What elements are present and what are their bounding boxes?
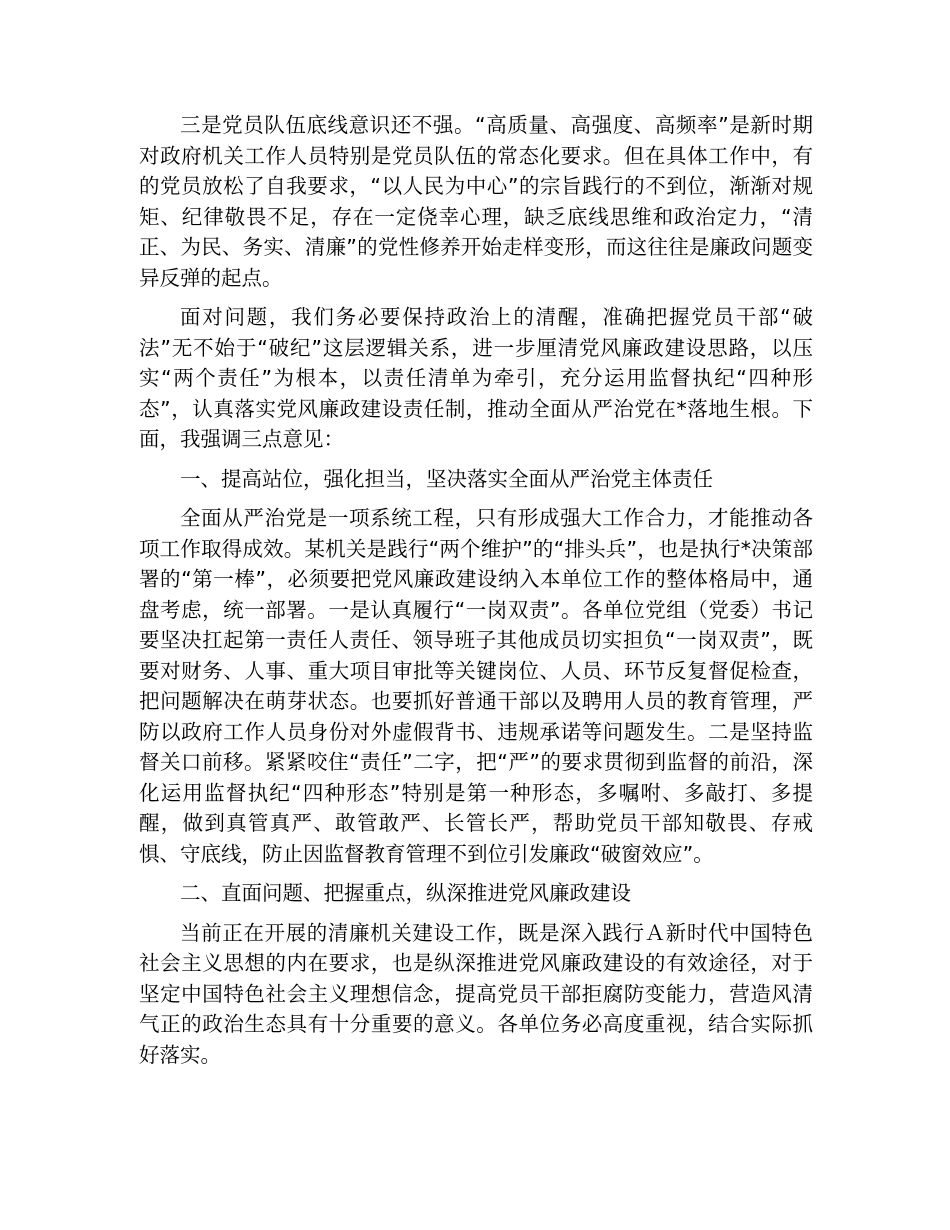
section-heading-1: 一、提高站位，强化担当，坚决落实全面从严治党主体责任 xyxy=(180,466,713,491)
paragraph-facing-problems: 面对问题，我们务必要保持政治上的清醒，准确把握党员干部“破法”无不始于“破纪”这层逻辑关系，进一步厘清党风廉政建设思路，以压实“两个责任”为根本，以责任清单为牵引，充分运用监督执纪“四种形态”，认真落实党风廉政建设责任制，推动全面从严治党在*落地生根。下面，我强调三点意见： xyxy=(139,305,813,451)
document-body xyxy=(139,110,813,1079)
paragraph-strict-governance: 全面从严治党是一项系统工程，只有形成强大工作合力，才能推动各项工作取得成效。某机关是践行“两个维护”的“排头兵”，也是执行*决策部署的“第一棒”，必须要把党风廉政建设纳入本单位工作的整体格局中，通盘考虑，统一部署。一是认真履行“一岗双责”。各单位党组（党委）书记要坚决扛起第一责任人责任、领导班子其他成员切实担负“一岗双责”，既要对财务、人事、重大项目审批等关键岗位、人员、环节反复督促检查，把问题解决在萌芽状态。也要抓好普通干部以及聘用人员的教育管理，严防以政府工作人员身份对外虚假背书、违规承诺等问题发生。二是坚持监督关口前移。紧紧咬住“责任”二字，把“严”的要求贯彻到监督的前沿，深化运用监督执纪“四种形态”特别是第一种形态，多嘱咐、多敲打、多提醒，做到真管真严、敢管敢严、长管长严，帮助党员干部知敬畏、存戒惧、守底线，防止因监督教育管理不到位引发廉政“破窗效应”。 xyxy=(139,506,813,866)
section-heading-2: 二、直面问题、把握重点，纵深推进党风廉政建设 xyxy=(180,881,631,905)
paragraph-clean-agency: 当前正在开展的清廉机关建设工作，既是深入践行Ａ新时代中国特色社会主义思想的内在要求，也是纵深推进党风廉政建设的有效途径，对于坚定中国特色社会主义理想信念，提高党员干部拒腐防变能力，营造风清气正的政治生态具有十分重要的意义。各单位务必高度重视，结合实际抓好落实。 xyxy=(139,920,813,1067)
paragraph-bottom-line-awareness: 三是党员队伍底线意识还不强。“高质量、高强度、高频率”是新时期对政府机关工作人员特别是党员队伍的常态化要求。但在具体工作中，有的党员放松了自我要求，“以人民为中心”的宗旨践行的不到位，渐渐对规矩、纪律敬畏不足，存在一定侥幸心理，缺乏底线思维和政治定力，“清正、为民、务实、清廉”的党性修养开始走样变形，而这往往是廉政问题变异反弹的起点。 xyxy=(139,113,813,290)
